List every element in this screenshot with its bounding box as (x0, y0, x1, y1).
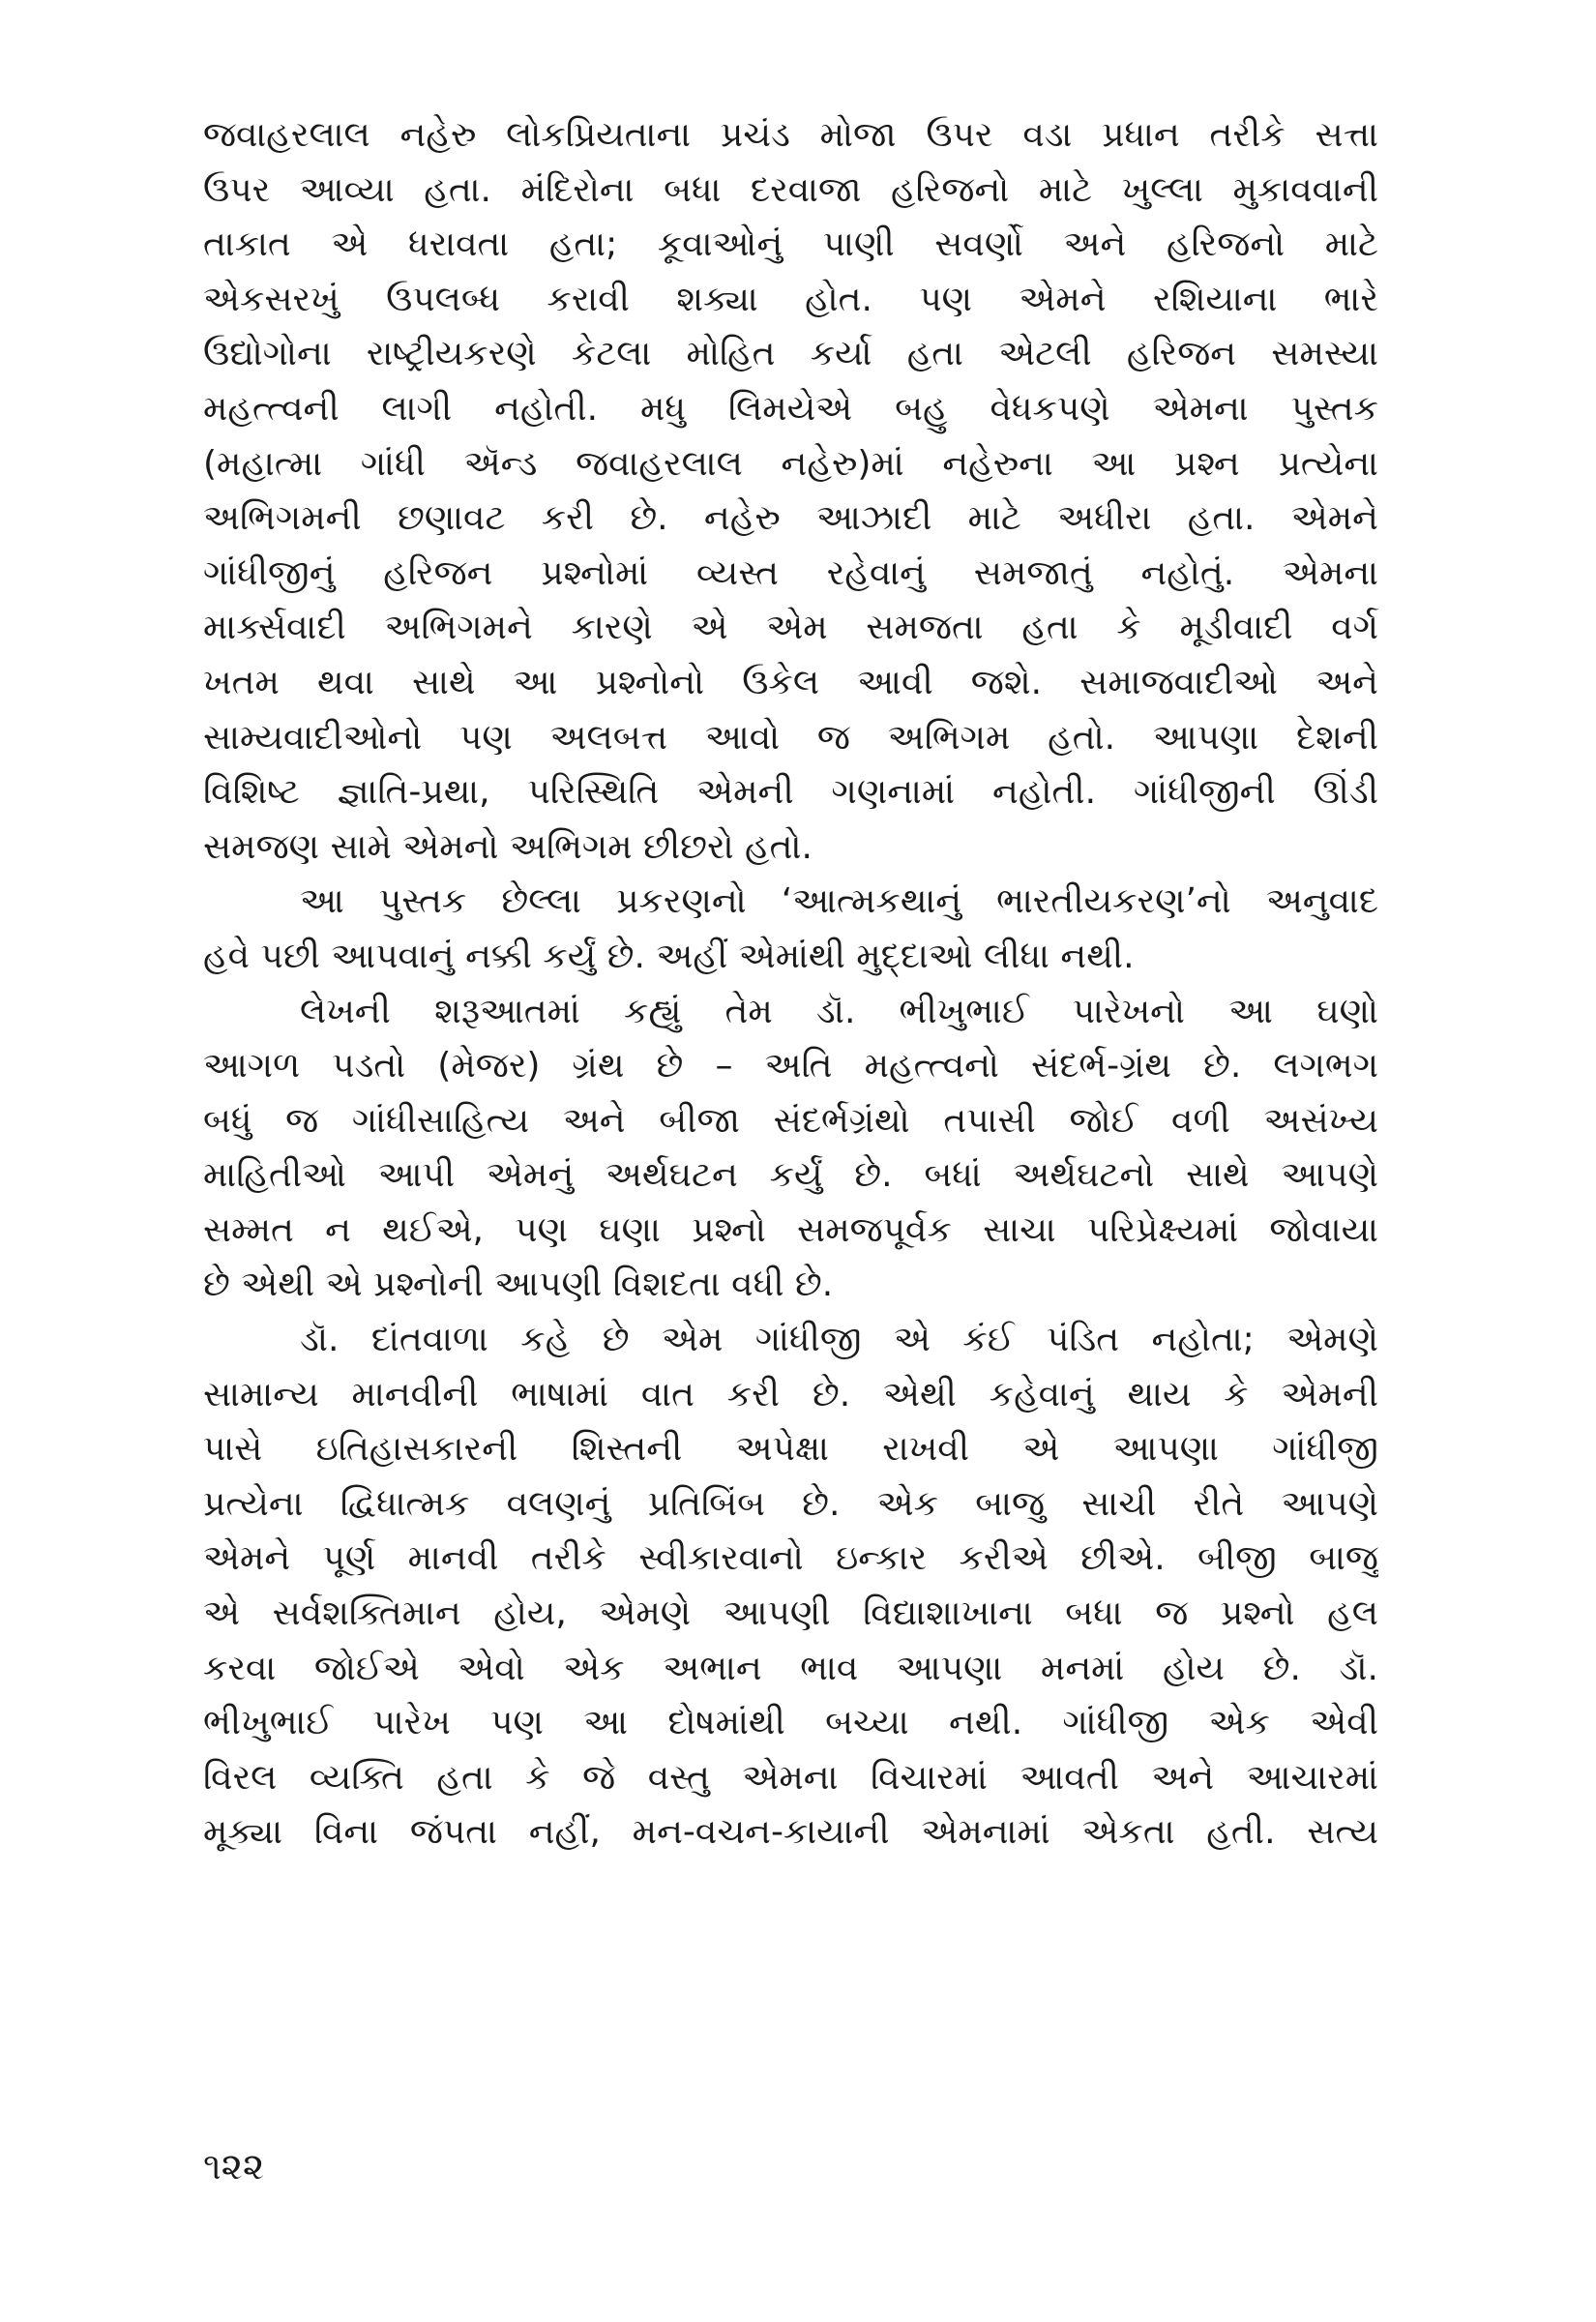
text-line: છે એથી એ પ્રશ્નોની આપણી વિશદતા વધી છે. (203, 1265, 834, 1305)
text-line: પાસે ઇતિહાસકારની શિસ્તની અપેક્ષા રાખવી એ આપણા ગાંધીજી (203, 1429, 1378, 1470)
text-line: વિરલ વ્યક્તિ હતા કે જે વસ્તુ એમના વિચારમાં આવતી અને આચારમાં (203, 1757, 1378, 1798)
paragraph (203, 1313, 1378, 1861)
text-line: સામ્યવાદીઓનો પણ અલબત્ત આવો જ અભિગમ હતો. આપણા દેશની (203, 717, 1378, 758)
text-line: જવાહરલાલ નહેરુ લોકપ્રિયતાના પ્રચંડ મોજા ઉપર વડા પ્રધાન તરીકે સત્તા (203, 115, 1378, 155)
paragraph (203, 875, 1378, 984)
text-line: એ સર્વશક્તિમાન હોય, એમણે આપણી વિદ્યાશાખાના બધા જ પ્રશ્નો હલ (203, 1593, 1378, 1634)
text-line: પ્રત્યેના દ્વિધાત્મક વલણનું પ્રતિબિંબ છે. એક બાજુ સાચી રીતે આપણે (203, 1483, 1378, 1524)
text-line: ગાંધીજીનું હરિજન પ્રશ્નોમાં વ્યસ્ત રહેવાનું સમજાતું નહોતું. એમના (203, 552, 1378, 593)
text-line: લેખની શરૂઆતમાં કહ્યું તેમ ડૉ. ભીખુભાઈ પારેખનો આ ઘણો (300, 991, 1378, 1031)
text-line: (મહાત્મા ગાંધી ઍન્ડ જવાહરલાલ નહેરુ)માં નહેરુના આ પ્રશ્ન પ્રત્યેના (203, 443, 1378, 484)
text-line: ખતમ થવા સાથે આ પ્રશ્નોનો ઉકેલ આવી જશે. સમાજવાદીઓ અને (203, 662, 1378, 702)
text-line: સમજણ સામે એમનો અભિગમ છીછરો હતો. (203, 826, 813, 867)
text-line: માર્ક્સવાદી અભિગમને કારણે એ એમ સમજતા હતા કે મૂડીવાદી વર્ગ (203, 608, 1378, 648)
text-line: મહત્ત્વની લાગી નહોતી. મધુ લિમયેએ બહુ વેધકપણે એમના પુસ્તક (203, 388, 1378, 429)
text-line: વિશિષ્ટ જ્ઞાતિ-પ્રથા, પરિસ્થિતિ એમની ગણનામાં નહોતી. ગાંધીજીની ઊંડી (203, 772, 1378, 813)
text-line: ડૉ. દાંતવાળા કહે છે એમ ગાંધીજી એ કંઈ પંડિત નહોતા; એમણે (300, 1320, 1378, 1360)
text-line: સમ્મત ન થઈએ, પણ ઘણા પ્રશ્નો સમજપૂર્વક સાચા પરિપ્રેક્ષ્યમાં જોવાયા (203, 1209, 1378, 1250)
text-line: મૂક્યા વિના જંપતા નહીં, મન-વચન-કાયાની એમનામાં એકતા હતી. સત્ય (203, 1812, 1378, 1853)
body-text (203, 108, 1378, 1861)
text-line: આગળ પડતો (મેજર) ગ્રંથ છે – અતિ મહત્ત્વનો સંદર્ભ-ગ્રંથ છે. લગભગ (203, 1046, 1378, 1087)
text-line: અભિગમની છણાવટ કરી છે. નહેરુ આઝાદી માટે અધીરા હતા. એમને (203, 498, 1378, 539)
paragraph (203, 985, 1378, 1314)
text-line: ઉપર આવ્યા હતા. મંદિરોના બધા દરવાજા હરિજનો માટે ખુલ્લા મુકાવવાની (203, 169, 1378, 210)
text-line: બધું જ ગાંધીસાહિત્ય અને બીજા સંદર્ભગ્રંથો તપાસી જોઈ વળી અસંખ્ય (203, 1100, 1378, 1141)
text-line: તાકાત એ ધરાવતા હતા; કૂવાઓનું પાણી સવર્ણો અને હરિજનો માટે (203, 224, 1378, 265)
paragraph (203, 108, 1378, 875)
page-number: ૧૨૨ (203, 2145, 265, 2188)
text-line: માહિતીઓ આપી એમનું અર્થઘટન કર્યું છે. બધાં અર્થઘટનો સાથે આપણે (203, 1155, 1378, 1196)
text-line: ઉદ્યોગોના રાષ્ટ્રીયકરણે કેટલા મોહિત કર્યા હતા એટલી હરિજન સમસ્યા (203, 334, 1378, 374)
text-line: ભીખુભાઈ પારેખ પણ આ દોષમાંથી બચ્યા નથી. ગાંધીજી એક એવી (203, 1703, 1378, 1743)
text-line: આ પુસ્તક છેલ્લા પ્રકરણનો ‘આત્મકથાનું ભારતીયકરણ’નો અનુવાદ (300, 881, 1378, 922)
text-line: એકસરખું ઉપલબ્ધ કરાવી શક્યા હોત. પણ એમને રશિયાના ભારે (203, 279, 1378, 319)
text-line: કરવા જોઈએ એવો એક અભાન ભાવ આપણા મનમાં હોય છે. ડૉ. (203, 1648, 1378, 1688)
text-line: એમને પૂર્ણ માનવી તરીકે સ્વીકારવાનો ઇન્કાર કરીએ છીએ. બીજી બાજુ (203, 1538, 1378, 1579)
text-line: સામાન્ય માનવીની ભાષામાં વાત કરી છે. એથી કહેવાનું થાય કે એમની (203, 1374, 1378, 1414)
text-line: હવે પછી આપવાનું નક્કી કર્યું છે. અહીં એમાંથી મુદ્દાઓ લીધા નથી. (203, 936, 1135, 976)
